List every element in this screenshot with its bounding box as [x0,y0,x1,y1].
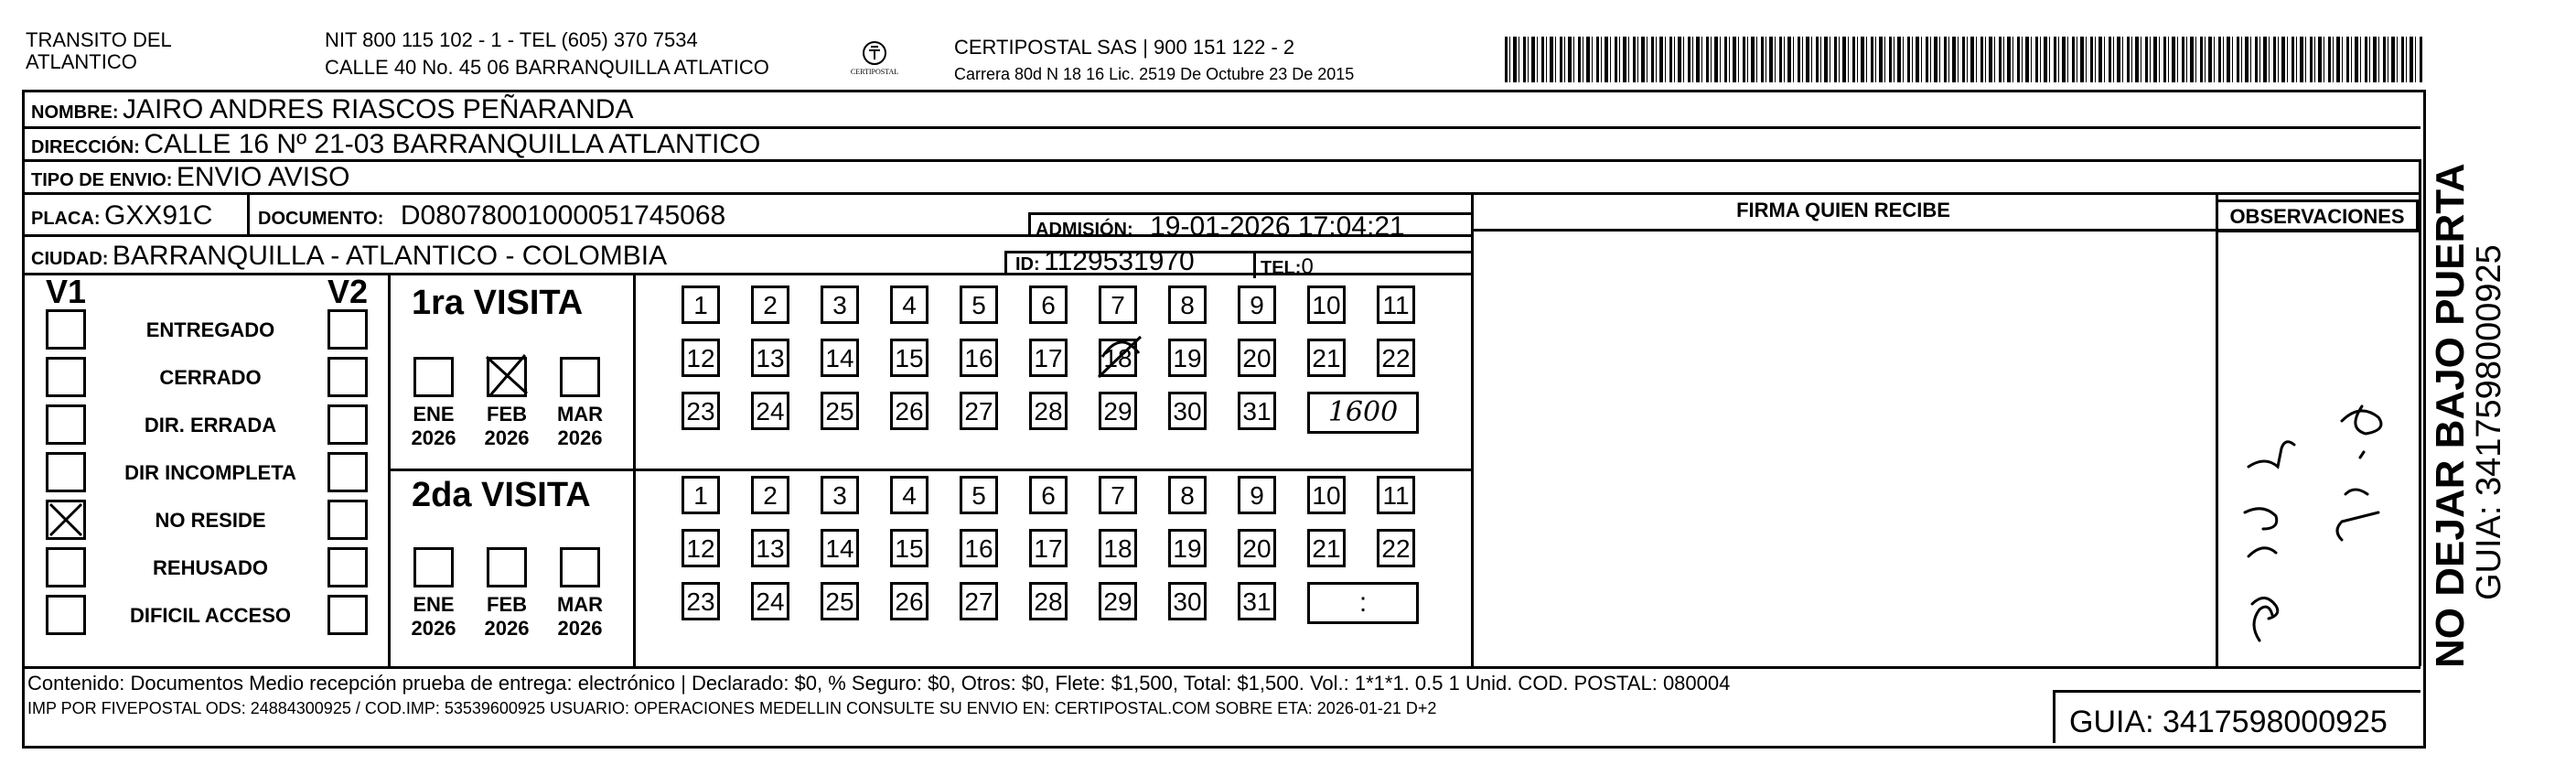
footer-divider [22,666,2420,669]
footer-guia-top [2053,690,2420,693]
ciudad-row [31,242,667,275]
day-box[interactable]: 31 [1238,582,1276,620]
v2-label: V2 [327,273,369,310]
tel-row [1261,253,1314,285]
footer-guia-divider [2053,690,2055,743]
ciudad-label: CIUDAD: [31,249,109,269]
day-box[interactable]: 24 [751,392,789,430]
documento-value: D08078001000051745068 [400,200,726,231]
day-box[interactable]: 18 [1099,339,1137,377]
id-label: ID: [1015,254,1040,275]
id-divider [1004,251,1007,273]
v2-status-checkbox[interactable] [327,595,368,635]
day-box[interactable]: 9 [1238,476,1276,514]
day-box[interactable]: 12 [682,529,720,567]
month-name: FEB [487,593,527,616]
admision-value: 19-01-2026 17:04:21 [1150,211,1405,242]
placa-divider [247,192,250,234]
nit-line: NIT 800 115 102 - 1 - TEL (605) 370 7534 [325,28,698,51]
month-label [548,593,612,641]
month-label [402,593,466,641]
status-label: DIR. ERRADA [144,414,277,436]
company-line: CERTIPOSTAL SAS | 900 151 122 - 2 [954,36,1295,59]
month-year: 2026 [411,617,456,640]
address-line: CALLE 40 No. 45 06 BARRANQUILLA ATLATICO [325,56,769,79]
day-box[interactable]: 25 [821,582,859,620]
feb-check-mark [485,353,531,397]
day-box[interactable]: 11 [1377,476,1415,514]
day-box[interactable]: 19 [1168,529,1207,567]
day-box[interactable]: 17 [1029,529,1068,567]
admision-row [1036,212,1405,246]
day-box[interactable]: 10 [1307,476,1346,514]
form-frame [22,90,2426,749]
day-box[interactable]: 8 [1168,476,1207,514]
day-box[interactable]: 29 [1099,392,1137,430]
day-box[interactable]: 8 [1168,286,1207,324]
day-box[interactable]: 10 [1307,286,1346,324]
admision-divider [1028,212,1031,234]
month-checkbox-feb[interactable] [487,547,527,587]
day-box[interactable]: 1 [682,286,720,324]
day-box[interactable]: 31 [1238,392,1276,430]
admision-label: ADMISIÓN: [1036,220,1133,240]
day-18-strike-mark [1095,331,1144,387]
status-label: ENTREGADO [145,318,275,341]
day-box[interactable]: 17 [1029,339,1068,377]
status-label: CERRADO [159,366,262,389]
month-name: MAR [556,403,604,426]
observaciones-label: OBSERVACIONES [2216,199,2419,232]
month-label [548,403,612,450]
first-visit-time-box[interactable]: 1600 [1307,392,1419,434]
placa-value: GXX91C [104,200,213,231]
day-box[interactable]: 5 [960,476,998,514]
no-dejar-bajo-puerta: NO DEJAR BAJO PUERTA [2428,163,2473,668]
day-box[interactable]: 28 [1029,392,1068,430]
nombre-label: NOMBRE: [31,102,119,123]
status-label: REHUSADO [153,556,268,579]
month-checkbox-mar[interactable] [560,357,600,397]
direccion-row [31,130,760,164]
guia-footer: GUIA: 3417598000925 [2069,705,2388,739]
day-box[interactable]: 2 [751,476,789,514]
day-box[interactable]: 23 [682,582,720,620]
barcode [1505,37,2424,82]
month-label [475,403,539,450]
org-name-line1: TRANSITO DEL [26,28,172,51]
direccion-label: DIRECCIÓN: [31,137,140,157]
day-box[interactable]: 27 [960,582,998,620]
month-checkbox-ene[interactable] [413,547,454,587]
day-box[interactable]: 5 [960,286,998,324]
month-year: 2026 [484,426,530,449]
day-box[interactable]: 4 [890,286,928,324]
nombre-value: JAIRO ANDRES RIASCOS PEÑARANDA [123,94,634,124]
day-box[interactable]: 30 [1168,582,1207,620]
day-box[interactable]: 1 [682,476,720,514]
second-visit-time-box[interactable]: : [1307,582,1419,624]
documento-row [258,201,725,235]
day-box[interactable]: 21 [1307,339,1346,377]
visit-split [388,469,1471,471]
month-name: FEB [487,403,527,426]
second-visit-title: 2da VISITA [412,476,591,514]
ciudad-value: BARRANQUILLA - ATLANTICO - COLOMBIA [112,241,668,271]
month-name: ENE [413,403,455,426]
day-box[interactable]: 19 [1168,339,1207,377]
firma-label: FIRMA QUIEN RECIBE [1736,199,1950,221]
v2-status-checkbox[interactable] [327,547,368,587]
day-box[interactable]: 2 [751,286,789,324]
day-box[interactable]: 7 [1099,286,1137,324]
status-label: DIR INCOMPLETA [124,461,296,484]
day-box[interactable]: 9 [1238,286,1276,324]
day-box[interactable]: 22 [1377,529,1415,567]
day-box[interactable]: 26 [890,582,928,620]
day-box[interactable]: 16 [960,339,998,377]
day-box[interactable]: 15 [890,339,928,377]
day-box[interactable]: 3 [821,476,859,514]
placa-label: PLACA: [31,209,101,229]
v1-label: V1 [46,273,87,310]
day-box[interactable]: 15 [890,529,928,567]
tel-value: 0 [1301,254,1314,279]
side-border [2419,159,2421,666]
month-checkbox-mar[interactable] [560,547,600,587]
day-box[interactable]: 4 [890,476,928,514]
day-box[interactable]: 28 [1029,582,1068,620]
day-box[interactable]: 22 [1377,339,1415,377]
status-label: DIFICIL ACCESO [129,604,291,627]
org-name-line2: ATLANTICO [26,50,137,73]
id-row [1015,247,1195,281]
status-label: NO RESIDE [155,509,266,532]
company-sub: Carrera 80d N 18 16 Lic. 2519 De Octubre 23 De 2015 [954,65,1355,83]
day-box[interactable]: 24 [751,582,789,620]
v2-status-checkbox[interactable] [327,500,368,540]
month-name: MAR [556,593,604,616]
day-box[interactable]: 21 [1307,529,1346,567]
day-box[interactable]: 3 [821,286,859,324]
tipo-value: ENVIO AVISO [176,162,350,192]
first-visit-title: 1ra VISITA [412,284,584,322]
day-box[interactable]: 6 [1029,286,1068,324]
day-box[interactable]: 23 [682,392,720,430]
certipostal-logo [847,35,902,81]
day-box[interactable]: 14 [821,529,859,567]
observation-handwriting [2232,311,2415,659]
day-box[interactable]: 26 [890,392,928,430]
logo-text: CERTIPOSTAL [850,68,899,76]
tipo-row [31,163,349,197]
tel-label: TEL: [1261,258,1302,278]
month-name: ENE [413,593,455,616]
v2-status-checkbox[interactable] [327,404,368,445]
documento-label: DOCUMENTO: [258,209,384,229]
v2-status-checkbox[interactable] [327,357,368,397]
contenido-line: Contenido: Documentos Medio recepción prueba de entrega: electrónico | Declarado: $0, % Seguro: $0, Otros: $0, Flete: $1,500, Total: $1,500. Vol.: 1*1*1. 0.5 1 Unid. COD. POSTAL: 080004 [27,672,1731,695]
month-label [402,403,466,450]
day-box[interactable]: 7 [1099,476,1137,514]
day-box[interactable]: 30 [1168,392,1207,430]
month-checkbox-ene[interactable] [413,357,454,397]
day-box[interactable]: 13 [751,529,789,567]
day-box[interactable]: 16 [960,529,998,567]
signature-left-border [1471,192,1474,666]
guia-vertical: GUIA: 3417598000925 [2470,244,2508,600]
tel-divider [1253,251,1256,278]
month-year: 2026 [557,426,603,449]
month-year: 2026 [484,617,530,640]
day-box[interactable]: 12 [682,339,720,377]
direccion-value: CALLE 16 Nº 21-03 BARRANQUILLA ATLANTICO [144,129,761,159]
day-box[interactable]: 14 [821,339,859,377]
v2-status-checkbox[interactable] [327,309,368,350]
month-label [475,593,539,641]
placa-row [31,201,212,235]
month-year: 2026 [411,426,456,449]
day-box[interactable]: 25 [821,392,859,430]
day-box[interactable]: 11 [1377,286,1415,324]
day-box[interactable]: 20 [1238,529,1276,567]
month-year: 2026 [557,617,603,640]
imp-line: IMP POR FIVEPOSTAL ODS: 24884300925 / COD.IMP: 53539600925 USUARIO: OPERACIONES MEDELLIN CONSULTE SU ENVIO EN: CERTIPOSTAL.COM SOBRE ETA: 2026-01-21 D+2 [27,699,1437,717]
v2-status-checkbox[interactable] [327,452,368,492]
day-box[interactable]: 27 [960,392,998,430]
nombre-row [31,95,633,129]
id-value: 1129531970 [1044,246,1195,276]
day-box[interactable]: 18 [1099,529,1137,567]
day-box[interactable]: 13 [751,339,789,377]
obs-left-border [2216,192,2218,666]
day-box[interactable]: 6 [1029,476,1068,514]
day-box[interactable]: 20 [1238,339,1276,377]
tipo-label: TIPO DE ENVIO: [31,170,173,190]
day-box[interactable]: 29 [1099,582,1137,620]
